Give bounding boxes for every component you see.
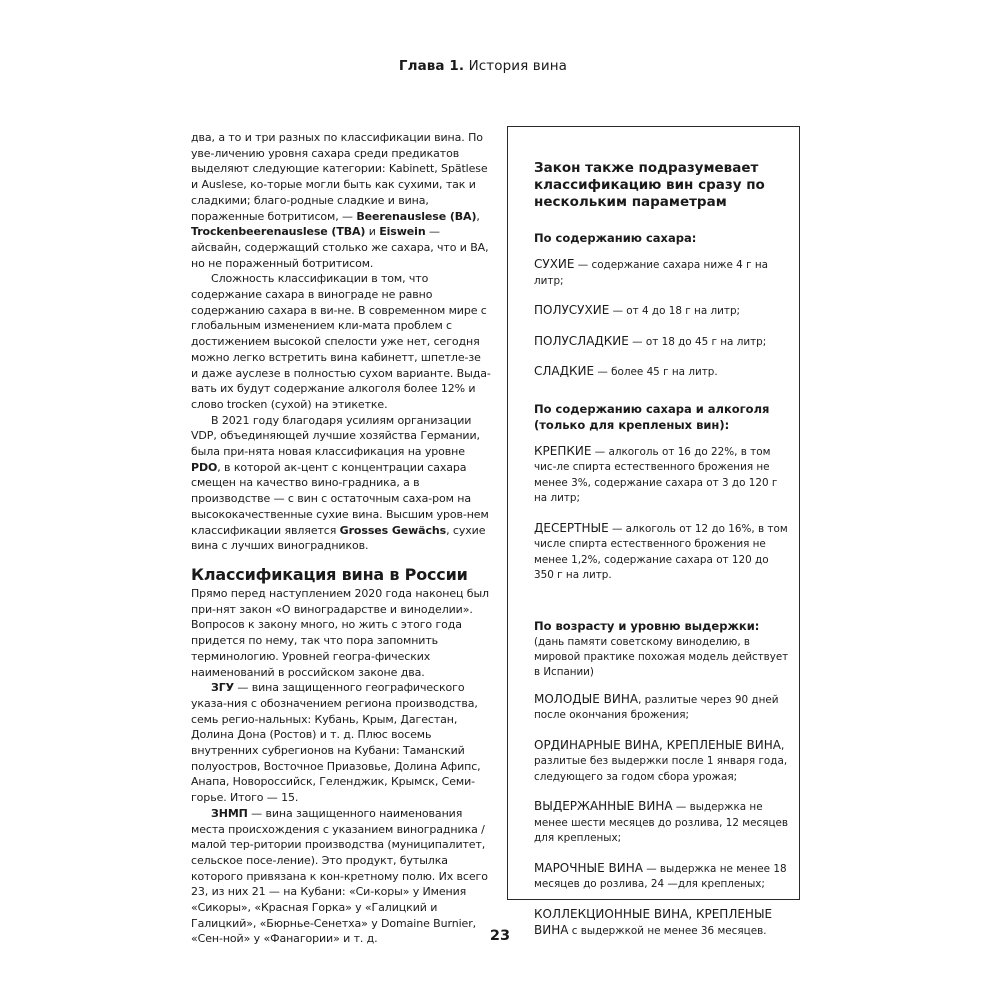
item-description: — более 45 г на литр. — [594, 366, 718, 378]
page-number: 23 — [489, 928, 511, 944]
item-description: , разлитые через 90 дней после окончания брожения; — [534, 693, 779, 721]
sidebar-content — [534, 160, 789, 954]
classification-item — [534, 738, 789, 786]
section-sugar-alcohol-list — [534, 444, 789, 584]
bold-term: ЗНМП — [211, 806, 248, 820]
chapter-title: История вина — [468, 58, 567, 74]
item-description: — алкоголь от 16 до 22%, в том чис-ле спирта естественного брожения не менее 3%, содержание сахара от 3 до 120 г на литр; — [534, 445, 778, 504]
bold-term: Beerenauslese (BA) — [356, 209, 477, 223]
item-term: ДЕСЕРТНЫЕ — [534, 520, 609, 535]
section-age-note: (дань памяти советскому виноделию, в мировой практике похожая модель действует в Испании) — [534, 635, 789, 678]
item-description: — содержание сахара ниже 4 г на литр; — [534, 259, 768, 287]
item-term: СЛАДКИЕ — [534, 364, 595, 378]
item-term: КРЕПКИЕ — [534, 443, 592, 458]
item-description: — от 4 до 18 г на литр; — [609, 305, 741, 317]
item-description: — алкоголь от 12 до 16%, в том числе спирта естественного брожения не менее 1,2%, содержание сахара от 120 до 350 г на литр. — [534, 522, 788, 581]
item-description: — выдержка не менее 18 месяцев до розлива, 24 —для крепленых; — [534, 862, 787, 890]
main-text-column — [191, 130, 491, 947]
classification-item — [534, 334, 789, 351]
item-term: ПОЛУСЛАДКИЕ — [534, 333, 629, 348]
section-sugar-alcohol-title: По содержанию сахара и алкоголя (только для крепленых вин): — [534, 401, 770, 432]
bold-term: Grosses Gewächs — [339, 523, 447, 537]
item-description: , разлитые без выдержки после 1 января года, следующего за годом сбора урожая; — [534, 739, 788, 783]
classification-item — [534, 444, 789, 507]
paragraph-1: два, а то и три разных по классификации вина. По уве-личению уровня сахара среди предикатов выделяют следующие категории: Kabinett, Spätlese и Auslese, ко-торые могли быть как сухими, так и сладкими; благо-родные сладкие и вина, пораженные ботритисом, — Beerenauslese (BA), Trockenbeerenauslese (TBA) и Eiswein — айсвайн, содержащий столько же сахара, что и BA, но не пораженный ботритисом. — [191, 131, 489, 270]
bold-term: ЗГУ — [211, 681, 235, 695]
item-term: ОРДИНАРНЫЕ ВИНА, КРЕПЛЕНЫЕ ВИНА — [534, 737, 781, 752]
section-age-title: По возрасту и уровню выдержки: — [534, 618, 760, 633]
paragraph-5: ЗГУ — вина защищенного географического указа-ния с обозначением региона производства, семь регио-нальных: Кубань, Крым, Дагестан, Долина Дона (Ростов) и т. д. Плюс восемь внутренних субрегионов на Кубани: Таманский полуостров, Восточное Приазовье, Долина Афипс, Анапа, Новороссийск, Геленджик, Крымск, Семи-горье. Итого — 15. — [191, 681, 481, 805]
classification-item — [534, 861, 789, 893]
section-age-list — [534, 692, 789, 940]
item-term: МОЛОДЫЕ ВИНА — [534, 691, 639, 706]
item-term: СУХИЕ — [534, 257, 575, 271]
sidebar-box — [507, 126, 800, 937]
paragraph-4: Прямо перед наступлением 2020 года наконец был при-нят закон «О виноградарстве и виноделии». Вопросов к закону много, но жить с этого года придется по нему, так что пора запомнить терминологию. Уровней геогра-фических наименований в российском законе два. — [191, 586, 489, 679]
item-description: — выдержка не менее шести месяцев до розлива, 12 месяцев для крепленых; — [534, 801, 789, 844]
item-term: КОЛЛЕКЦИОННЫЕ ВИНА, КРЕПЛЕНЫЕ ВИНА — [534, 906, 773, 937]
sidebar-title: Закон также подразумевает классификацию вин сразу по нескольким параметрам — [534, 160, 765, 210]
item-term: МАРОЧНЫЕ ВИНА — [534, 860, 643, 875]
classification-item — [534, 303, 789, 320]
classification-item — [534, 257, 789, 289]
section-heading: Классификация вина в России — [191, 564, 468, 584]
classification-item — [534, 521, 789, 584]
item-term: ВЫДЕРЖАННЫЕ ВИНА — [534, 799, 673, 813]
item-description: — от 18 до 45 г на литр; — [628, 335, 767, 348]
chapter-label: Глава 1. — [398, 58, 465, 74]
section-sugar-list — [534, 257, 789, 381]
section-sugar-title: По содержанию сахара: — [534, 231, 697, 245]
item-description: с выдержкой не менее 36 месяцев. — [568, 925, 767, 937]
paragraph-6: ЗНМП — вина защищенного наименования места происхождения с указанием виноградника / малой тер-ритории производства (муниципалитет, сельское посе-ление). Это продукт, бутылка которого привязана к кон-кретному полю. Их всего 23, из них 21 — на Кубани: «Си-коры» у Имения «Сикоры», «Красная Горка» у «Галицкий и Галицкий», «Бюрнье-Сенетха» у Domaine Burnier, «Сен-ной» у «Фанагории» и т. д. — [191, 806, 488, 946]
bold-term: Eiswein — [379, 225, 426, 239]
classification-item — [534, 364, 789, 381]
bold-term: Trockenbeerenauslese (TBA) — [191, 225, 366, 239]
item-term: ПОЛУСУХИЕ — [534, 303, 610, 317]
running-head — [399, 58, 567, 74]
paragraph-3: В 2021 году благодаря усилиям организации VDP, объединяющей лучшие хозяйства Германии, была при-нята новая классификация на уровне PDO, в которой ак-цент с концентрации сахара смещен на качество вино-градника, а в производстве — с вин с остаточным саха-ром на высококачественные сухие вина. Высшим уров-нем классификации является Grosses Gewächs, сухие вина с лучших виноградников. — [191, 413, 489, 553]
classification-item — [534, 692, 789, 724]
bold-term: PDO — [191, 460, 218, 474]
paragraph-2: Сложность классификации в том, что содержание сахара в винограде не равно содержанию сахара в ви-не. В современном мире с глобальным изменением кли-мата проблем с достижением высокой спелости уже нет, сегодня можно легко встретить вина кабинетт, шпетле-зе и даже ауслезе в полностью сухом варианте. Выда-вать их будут содержание алкоголя более 12% и слово trocken (сухой) на этикетке. — [191, 272, 491, 411]
classification-item — [534, 799, 789, 847]
